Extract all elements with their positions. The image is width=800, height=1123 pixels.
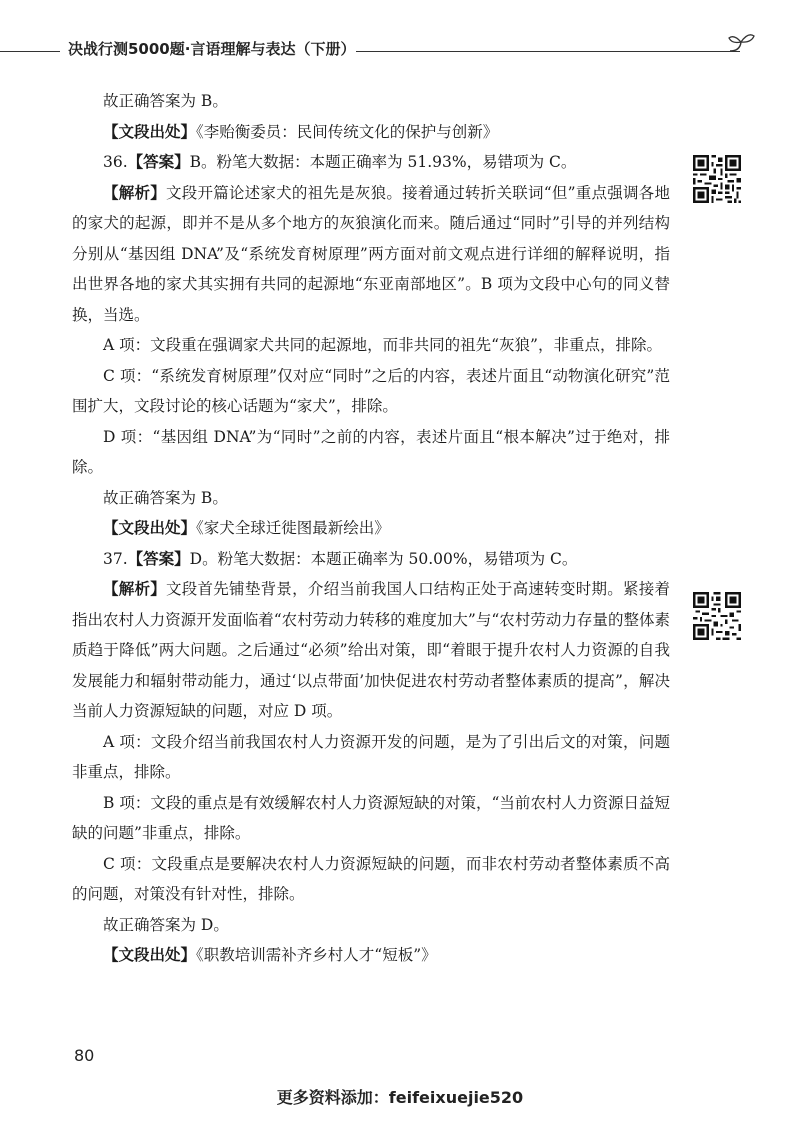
source-title: 《家犬全球迁徙图最新绘出》: [196, 519, 390, 537]
paragraph-text: D 项：“基因组 DNA”为“同时”之前的内容，表述片面且“根本解决”过于绝对，排除。: [72, 427, 670, 476]
source-line: [72, 117, 670, 148]
answer-line: [72, 544, 670, 575]
analysis-tag: 【解析】: [103, 580, 167, 598]
footer-note: 更多资料添加：feifeixuejie520: [276, 1088, 524, 1107]
option-a-explanation: [72, 330, 670, 361]
header-rule-left: [0, 51, 60, 52]
question-number: 36.: [103, 153, 128, 171]
running-header: [0, 34, 800, 64]
analysis-text: 文段开篇论述家犬的祖先是灰狼。接着通过转折关联词“但”重点强调各地的家犬的起源，即并不是从多个地方的灰狼演化而来。随后通过“同时”引导的并列结构分别从“基因组 DNA”及“系统发育树原理”两方面对前文观点进行详细的解释说明，指出世界各地的家犬其实拥有共同的起源地“东亚南部地区”。B 项为文段中心句的同义替换，当选。: [72, 183, 670, 324]
paragraph-text: A 项：文段重在强调家犬共同的起源地，而非共同的祖先“灰狼”，非重点，排除。: [103, 336, 662, 354]
source-tag: 【文段出处】: [103, 946, 197, 964]
analysis-paragraph: [72, 178, 670, 331]
option-a-explanation: [72, 727, 670, 788]
analysis-paragraph: [72, 574, 670, 727]
conclusion: [72, 483, 670, 514]
paragraph-text: C 项：“系统发育树原理”仅对应“同时”之后的内容，表述片面且“动物演化研究”范围扩大，文段讨论的核心话题为“家犬”，排除。: [72, 366, 670, 415]
answer-line: [72, 147, 670, 178]
qr-code-icon[interactable]: [693, 592, 741, 640]
paragraph-text: 故正确答案为 D。: [103, 915, 229, 934]
answer-explanations: [72, 86, 670, 971]
paragraph-text: 故正确答案为 B。: [103, 92, 228, 110]
analysis-text: 文段首先铺垫背景，介绍当前我国人口结构正处于高速转变时期。紧接着指出农村人力资源开发面临着“农村劳动力转移的难度加大”与“农村劳动力存量的整体素质趋于降低”两大问题。之后通过“必须”给出对策，即“着眼于提升农村人力资源的自我发展能力和辐射带动能力，通过‘以点带面’加快促进农村劳动者整体素质的提高”，解决当前人力资源短缺的问题，对应 D 项。: [72, 580, 670, 720]
option-b-explanation: [72, 788, 670, 849]
source-line: [72, 940, 670, 971]
analysis-tag: 【解析】: [103, 183, 166, 202]
source-title: 《李贻衡委员：民间传统文化的保护与创新》: [196, 122, 499, 141]
book-title: 决战行测5000题·言语理解与表达（下册）: [68, 40, 356, 58]
option-c-explanation: [72, 849, 670, 910]
answer-text: B。粉笔大数据：本题正确率为 51.93%，易错项为 C。: [189, 153, 577, 171]
answer-text: D。粉笔大数据：本题正确率为 50.00%，易错项为 C。: [189, 549, 578, 568]
answer-tag: 【答案】: [127, 153, 190, 171]
option-d-explanation: [72, 422, 670, 483]
option-c-explanation: [72, 361, 670, 422]
paragraph-text: C 项：文段重点是要解决农村人力资源短缺的问题，而非农村劳动者整体素质不高的问题，对策没有针对性，排除。: [72, 854, 670, 903]
answer-tag: 【答案】: [127, 549, 190, 568]
source-title: 《职教培训需补齐乡村人才“短板”》: [196, 946, 437, 964]
source-tag: 【文段出处】: [103, 519, 197, 537]
header-rule-right: [356, 51, 740, 52]
paragraph-text: A 项：文段介绍当前我国农村人力资源开发的问题，是为了引出后文的对策，问题非重点，排除。: [72, 732, 670, 781]
source-line: [72, 513, 670, 544]
conclusion: [72, 910, 670, 941]
sprout-icon: [726, 30, 756, 64]
paragraph: [72, 86, 670, 117]
question-number: 37.: [103, 549, 128, 568]
qr-code-icon[interactable]: [693, 155, 741, 203]
page-number: 80: [74, 1046, 95, 1065]
source-tag: 【文段出处】: [103, 122, 197, 141]
paragraph-text: B 项：文段的重点是有效缓解农村人力资源短缺的对策，“当前农村人力资源日益短缺的问题”非重点，排除。: [72, 793, 670, 842]
paragraph-text: 故正确答案为 B。: [103, 488, 228, 507]
